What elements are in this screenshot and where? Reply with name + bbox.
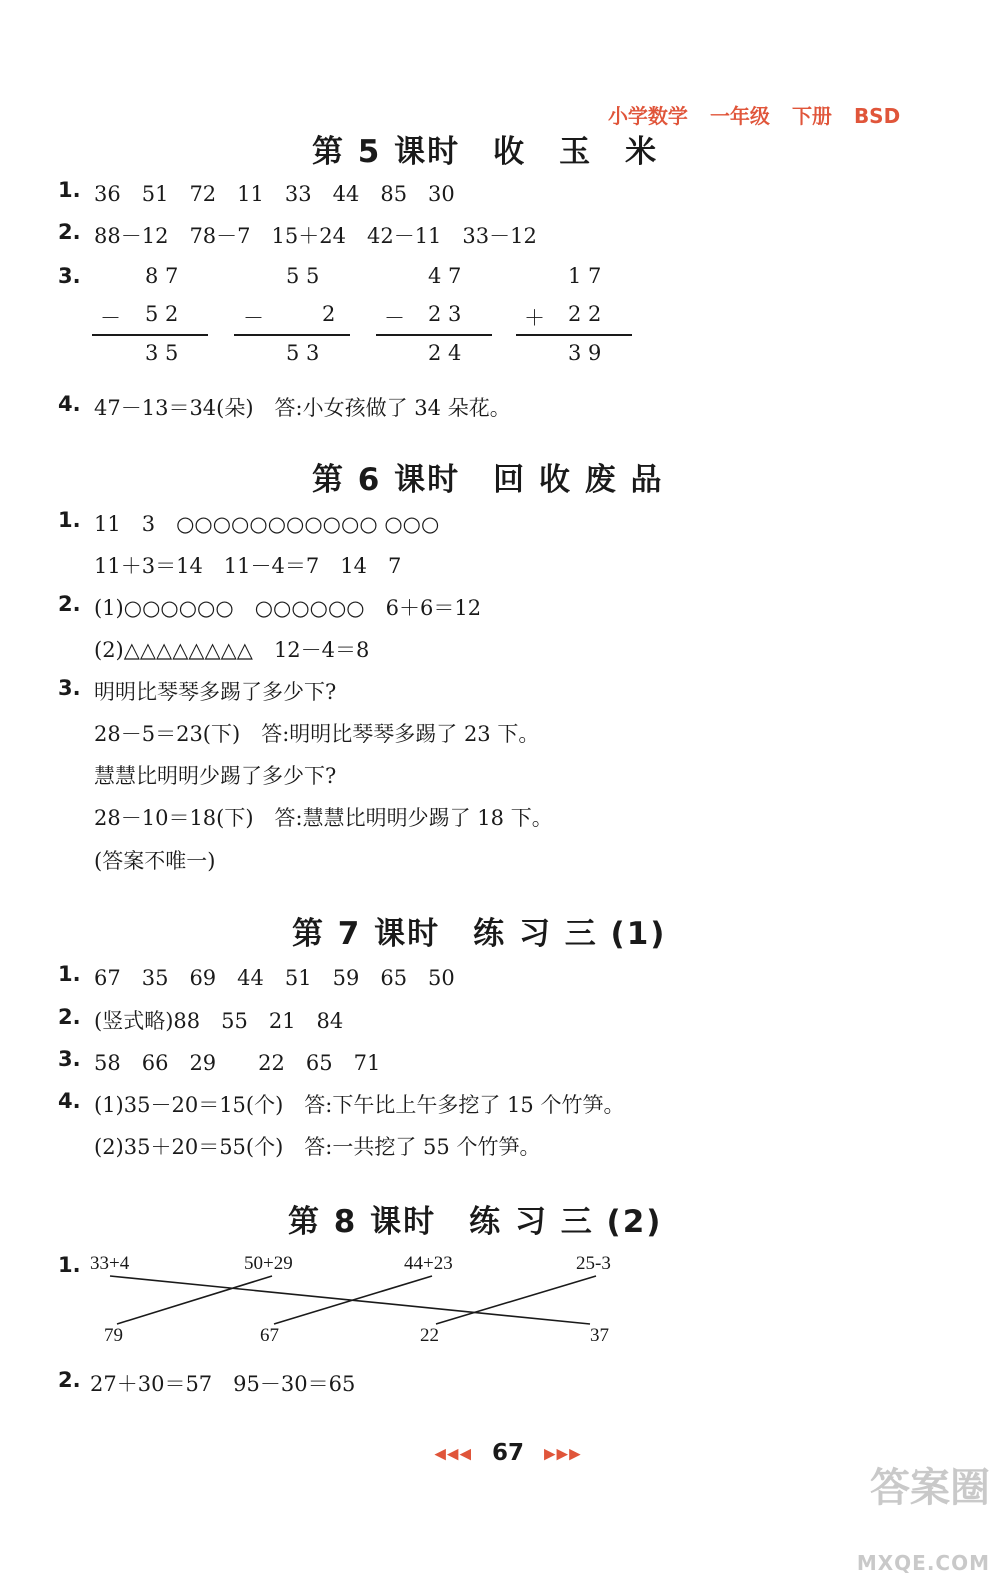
calc-operator: －: [243, 306, 264, 330]
match-top-item: 50+29: [244, 1253, 293, 1274]
match-top-item: 33+4: [90, 1253, 130, 1274]
match-bottom-item: 79: [104, 1325, 123, 1346]
question-number: 2.: [58, 592, 81, 616]
answer-line: 11＋3＝14 11－4＝7 14 7: [94, 554, 402, 578]
answer-line: 27＋30＝57 95－30＝65: [90, 1372, 356, 1396]
calc-operator: －: [384, 306, 405, 330]
right-arrows-icon: ▶▶▶: [544, 1444, 582, 1463]
match-bottom-item: 22: [420, 1325, 439, 1346]
answer-line: 67 35 69 44 51 59 65 50: [94, 966, 455, 990]
calc-operator: －: [100, 306, 121, 330]
answer-line: (2)35＋20＝55(个) 答:一共挖了 55 个竹笋。: [94, 1135, 541, 1159]
watermark-logo: [857, 1418, 990, 1594]
question-number: 2.: [58, 1005, 81, 1029]
calc-result: 3 5: [145, 341, 179, 365]
answer-line: 慧慧比明明少踢了多少下?: [94, 764, 337, 788]
answer-line: 28－10＝18(下) 答:慧慧比明明少踢了 18 下。: [94, 806, 553, 830]
question-number: 4.: [58, 1089, 81, 1113]
section-title-lesson5: 第 5 课时 收 玉 米: [312, 134, 659, 170]
answer-line: (1)35－20＝15(个) 答:下午比上午多挖了 15 个竹笋。: [94, 1093, 625, 1117]
watermark-text: 答案圈: [870, 1465, 990, 1511]
answer-line: 28－5＝23(下) 答:明明比琴琴多踢了 23 下。: [94, 722, 540, 746]
question-number: 1.: [58, 1253, 81, 1277]
header-grade: 一年级: [709, 104, 770, 128]
page-footer: [0, 1414, 1000, 1466]
calc-result: 2 4: [428, 341, 462, 365]
answer-line: 11 3 ○○○○○○○○○○○ ○○○: [94, 512, 440, 536]
answer-line: 47－13＝34(朵) 答:小女孩做了 34 朵花。: [94, 396, 511, 420]
match-top-item: 44+23: [404, 1253, 453, 1274]
question-number: 1.: [58, 178, 81, 202]
header-subject: 小学数学: [607, 104, 688, 128]
calc-operator: ＋: [524, 306, 545, 330]
question-number: 3.: [58, 676, 81, 700]
calc-top: 8 7: [145, 264, 179, 288]
answer-line: 明明比琴琴多踢了多少下?: [94, 680, 337, 704]
question-number: 3.: [58, 1047, 81, 1071]
question-number: 1.: [58, 962, 81, 986]
answer-line: (答案不唯一): [94, 849, 216, 873]
question-number: 2.: [58, 220, 81, 244]
calc-top: 1 7: [568, 264, 602, 288]
question-number: 3.: [58, 264, 81, 288]
calc-top: 4 7: [428, 264, 462, 288]
section-title-lesson7: 第 7 课时 练 习 三 (1): [292, 916, 667, 952]
question-number: 2.: [58, 1368, 81, 1392]
section-title-lesson8: 第 8 课时 练 习 三 (2): [288, 1204, 663, 1240]
question-number: 1.: [58, 508, 81, 532]
calc-operand: 5 2: [145, 302, 179, 326]
answer-line: 36 51 72 11 33 44 85 30: [94, 182, 455, 206]
calc-operand: 2 3: [428, 302, 462, 326]
calc-result: 3 9: [568, 341, 602, 365]
answer-line: (竖式略)88 55 21 84: [94, 1009, 344, 1033]
page-number: 67: [492, 1440, 525, 1466]
match-line: [274, 1276, 432, 1324]
header-volume: 下册: [791, 104, 832, 128]
answer-line: 88－12 78－7 15＋24 42－11 33－12: [94, 224, 537, 248]
question-number: 4.: [58, 392, 81, 416]
match-top-item: 25-3: [576, 1253, 611, 1274]
calc-operand: 2 2: [568, 302, 602, 326]
calc-operand: 2: [322, 302, 336, 326]
match-bottom-item: 67: [260, 1325, 279, 1346]
left-arrows-icon: ◀◀◀: [434, 1444, 472, 1463]
calc-top: 5 5: [286, 264, 320, 288]
answer-line: (2)△△△△△△△△ 12－4＝8: [94, 638, 370, 662]
header-edition: BSD: [853, 104, 901, 128]
calc-result: 5 3: [286, 341, 320, 365]
section-title-lesson6: 第 6 课时 回 收 废 品: [312, 462, 664, 498]
match-bottom-item: 37: [590, 1325, 609, 1346]
match-line: [117, 1276, 272, 1324]
answer-line: (1)○○○○○○ ○○○○○○ 6＋6＝12: [94, 596, 482, 620]
watermark-site: MXQE.COM: [856, 1551, 990, 1575]
answer-line: 58 66 29 22 65 71: [94, 1051, 381, 1075]
